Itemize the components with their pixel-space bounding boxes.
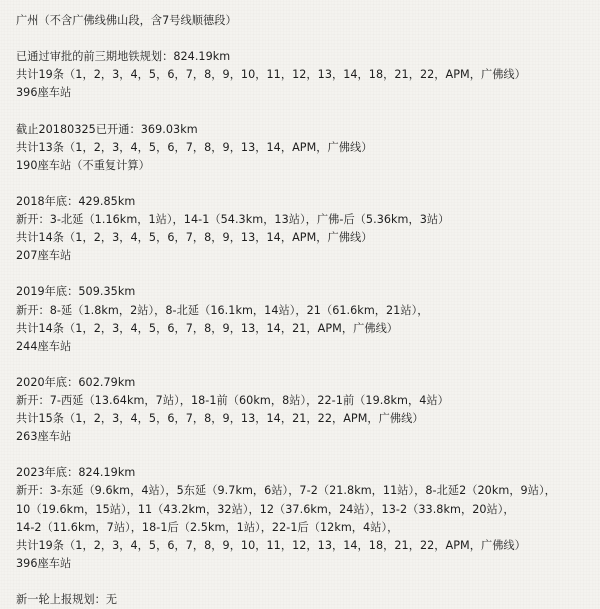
end-2018-new: 新开：3-北延（1.16km，1站），14-1（54.3km，13站），广佛-后（5.36km，3站） xyxy=(16,213,450,227)
end-2018-lines: 共计14条（1，2，3，4，5，6，7，8，9，13，14，APM，广佛线） xyxy=(16,231,373,245)
end-2023-new-1: 新开：3-东延（9.6km，4站），5东延（9.7km，6站），7-2（21.8km，11站），8-北延2（20km，9站）， xyxy=(16,484,556,498)
section-approved-plan xyxy=(16,48,592,102)
end-2019-lines: 共计14条（1，2，3，4，5，6，7，8，9，13，14，21，APM，广佛线） xyxy=(16,321,399,335)
end-2023-length: 2023年底：824.19km xyxy=(16,466,136,480)
new-plan-status: 新一轮上报规划：无 xyxy=(16,593,118,606)
end-2019-length: 2019年底：509.35km xyxy=(16,285,136,299)
approved-plan-lines: 共计19条（1，2，3，4，5，6，7，8，9，10，11，12，13，14，18，21，22，APM，广佛线） xyxy=(16,68,526,82)
end-2023-stations: 396座车站 xyxy=(16,556,72,570)
end-2023-new-3: 14-2（11.6km，7站），18-1后（2.5km，1站），22-1后（12km，4站）， xyxy=(16,520,399,534)
section-end-2018 xyxy=(16,193,592,265)
end-2019-new: 新开：8-延（1.8km，2站），8-北延（16.1km，14站），21（61.6km，21站）， xyxy=(16,303,429,317)
approved-plan-length: 已通过审批的前三期地铁规划：824.19km xyxy=(16,50,231,64)
opened-lines: 共计13条（1，2，3，4，5，6，7，8，9，13，14，APM，广佛线） xyxy=(16,140,373,154)
end-2020-new: 新开：7-西延（13.64km，7站），18-1前（60km，8站），22-1前（19.8km，4站） xyxy=(16,393,449,407)
end-2018-stations: 207座车站 xyxy=(16,249,72,263)
end-2023-lines: 共计19条（1，2，3，4，5，6，7，8，9，10，11，12，13，14，18，21，22，APM，广佛线） xyxy=(16,538,526,552)
section-opened-2018 xyxy=(16,121,592,175)
approved-plan-stations: 396座车站 xyxy=(16,86,72,100)
end-2020-stations: 263座车站 xyxy=(16,430,72,444)
section-end-2020 xyxy=(16,374,592,446)
section-end-2023 xyxy=(16,464,592,573)
end-2019-stations: 244座车站 xyxy=(16,339,72,353)
end-2018-length: 2018年底：429.85km xyxy=(16,194,136,208)
document-title: 广州（不含广佛线佛山段，含7号线顺德段） xyxy=(16,14,237,27)
end-2020-lines: 共计15条（1，2，3，4，5，6，7，8，9，13，14，21，22，APM，广佛线） xyxy=(16,412,424,426)
section-end-2019 xyxy=(16,283,592,355)
opened-stations: 190座车站（不重复计算） xyxy=(16,158,150,172)
section-new-plan xyxy=(16,591,592,609)
end-2023-new-2: 10（19.6km，15站），11（43.2km，32站），12（37.6km，24站），13-2（33.8km，20站）， xyxy=(16,502,515,516)
end-2020-length: 2020年底：602.79km xyxy=(16,375,136,389)
opened-length: 截止20180325已开通：369.03km xyxy=(16,122,198,136)
